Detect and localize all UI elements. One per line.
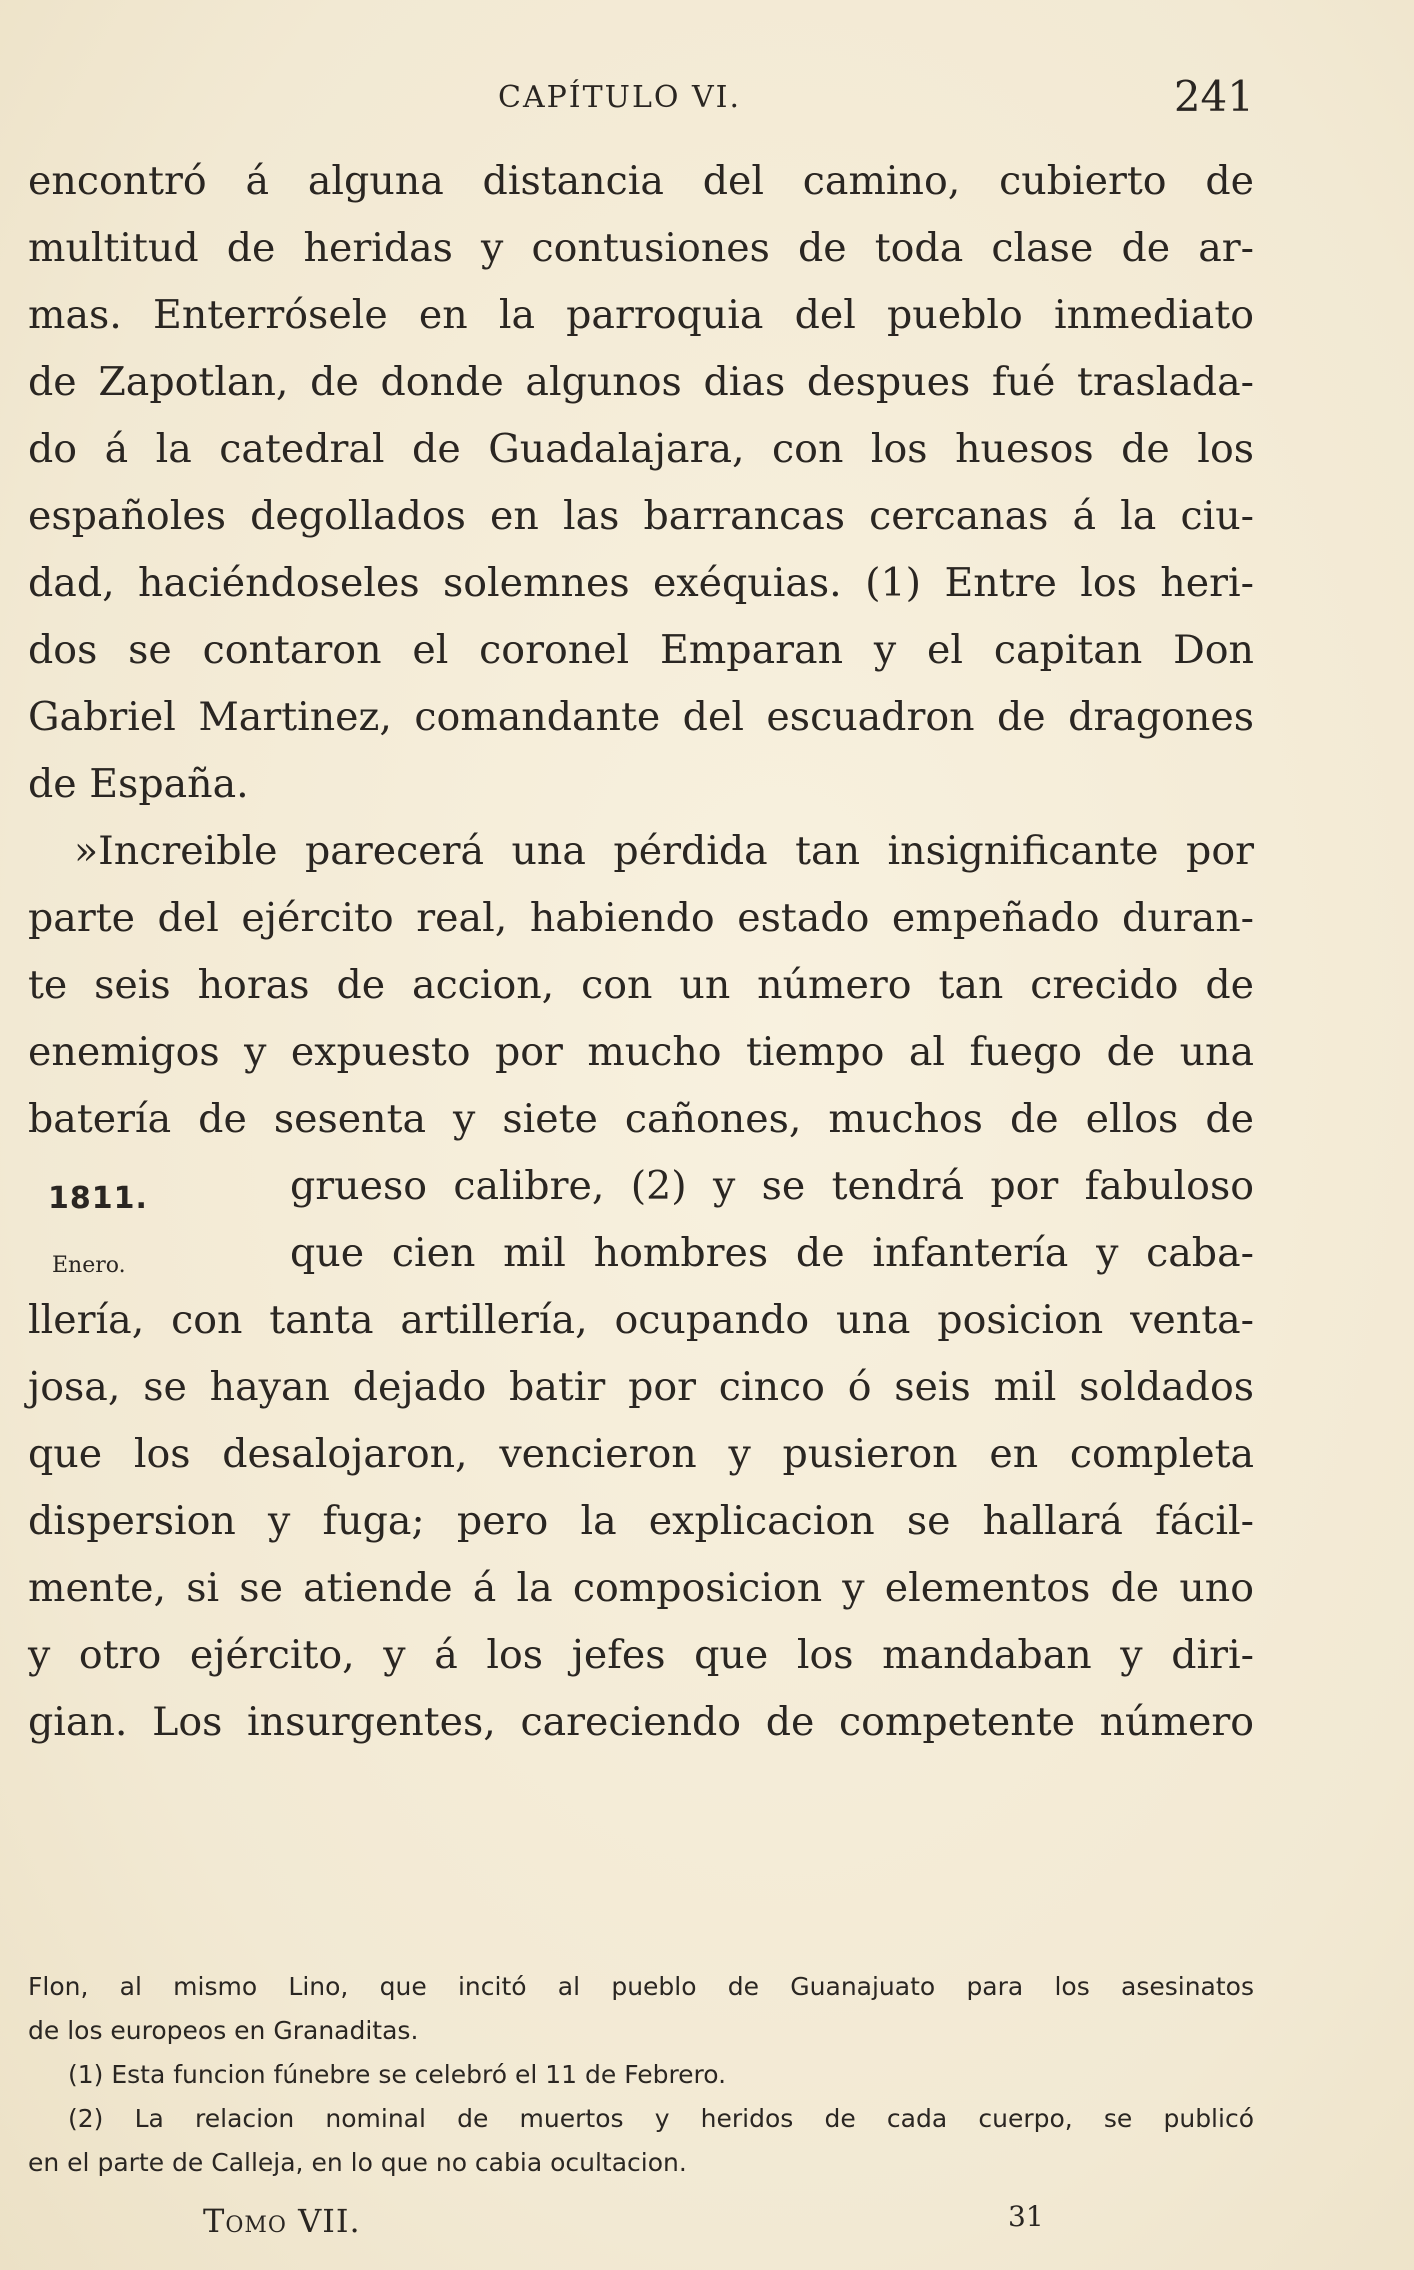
footnote-line: en el parte de Calleja, en lo que no cabia ocultacion. [28, 2148, 687, 2177]
text-line: llería, con tanta artillería, ocupando una posicion venta- [28, 1297, 1254, 1343]
text-line: de España. [28, 761, 249, 807]
running-head: CAPÍTULO VI. [498, 80, 742, 115]
text-line: encontró á alguna distancia del camino, cubierto de [28, 158, 1254, 204]
margin-note-year: 1811. [48, 1181, 148, 1216]
volume-label: Tomo VII. [203, 2202, 361, 2240]
text-line: batería de sesenta y siete cañones, muchos de ellos de [28, 1096, 1254, 1142]
text-line: de Zapotlan, de donde algunos dias despues fué traslada- [28, 359, 1254, 405]
text-line: dos se contaron el coronel Emparan y el capitan Don [28, 627, 1254, 673]
text-line: multitud de heridas y contusiones de toda clase de ar- [28, 225, 1254, 271]
footnote-1: (1) Esta funcion fúnebre se celebró el 11 de Febrero. [68, 2060, 727, 2089]
footnote-line: de los europeos en Granaditas. [28, 2016, 419, 2045]
text-line: te seis horas de accion, con un número tan crecido de [28, 962, 1254, 1008]
footnote-line: Flon, al mismo Lino, que incitó al pueblo de Guanajuato para los asesinatos [28, 1972, 1254, 2001]
text-line: mente, si se atiende á la composicion y elementos de uno [28, 1565, 1254, 1611]
text-line: que cien mil hombres de infantería y caba- [290, 1230, 1254, 1276]
signature-mark: 31 [1008, 2200, 1044, 2233]
text-line: españoles degollados en las barrancas cercanas á la ciu- [28, 493, 1254, 539]
page-header [28, 72, 1254, 132]
text-line: dispersion y fuga; pero la explicacion se hallará fácil- [28, 1498, 1254, 1544]
page-footer [28, 2200, 1254, 2250]
text-line: »Increible parecerá una pérdida tan insignificante por [74, 828, 1254, 874]
footnote-2: (2) La relacion nominal de muertos y heridos de cada cuerpo, se publicó [68, 2104, 1254, 2133]
text-line: que los desalojaron, vencieron y pusieron en completa [28, 1431, 1254, 1477]
footnotes [28, 1965, 1254, 2185]
text-line: gian. Los insurgentes, careciendo de competente número [28, 1699, 1254, 1745]
text-line: dad, haciéndoseles solemnes exéquias. (1) Entre los heri- [28, 560, 1254, 606]
page-number: 241 [1173, 72, 1254, 121]
text-line: Gabriel Martinez, comandante del escuadron de dragones [28, 694, 1254, 740]
text-line: do á la catedral de Guadalajara, con los huesos de los [28, 426, 1254, 472]
text-line: parte del ejército real, habiendo estado empeñado duran- [28, 895, 1254, 941]
text-line: y otro ejército, y á los jefes que los mandaban y diri- [28, 1632, 1254, 1678]
text-line: enemigos y expuesto por mucho tiempo al fuego de una [28, 1029, 1254, 1075]
text-line: josa, se hayan dejado batir por cinco ó seis mil soldados [28, 1364, 1254, 1410]
margin-note-month: Enero. [52, 1253, 126, 1278]
body-text [28, 148, 1254, 1756]
text-line: mas. Enterrósele en la parroquia del pueblo inmediato [28, 292, 1254, 338]
text-line: grueso calibre, (2) y se tendrá por fabuloso [290, 1163, 1254, 1209]
